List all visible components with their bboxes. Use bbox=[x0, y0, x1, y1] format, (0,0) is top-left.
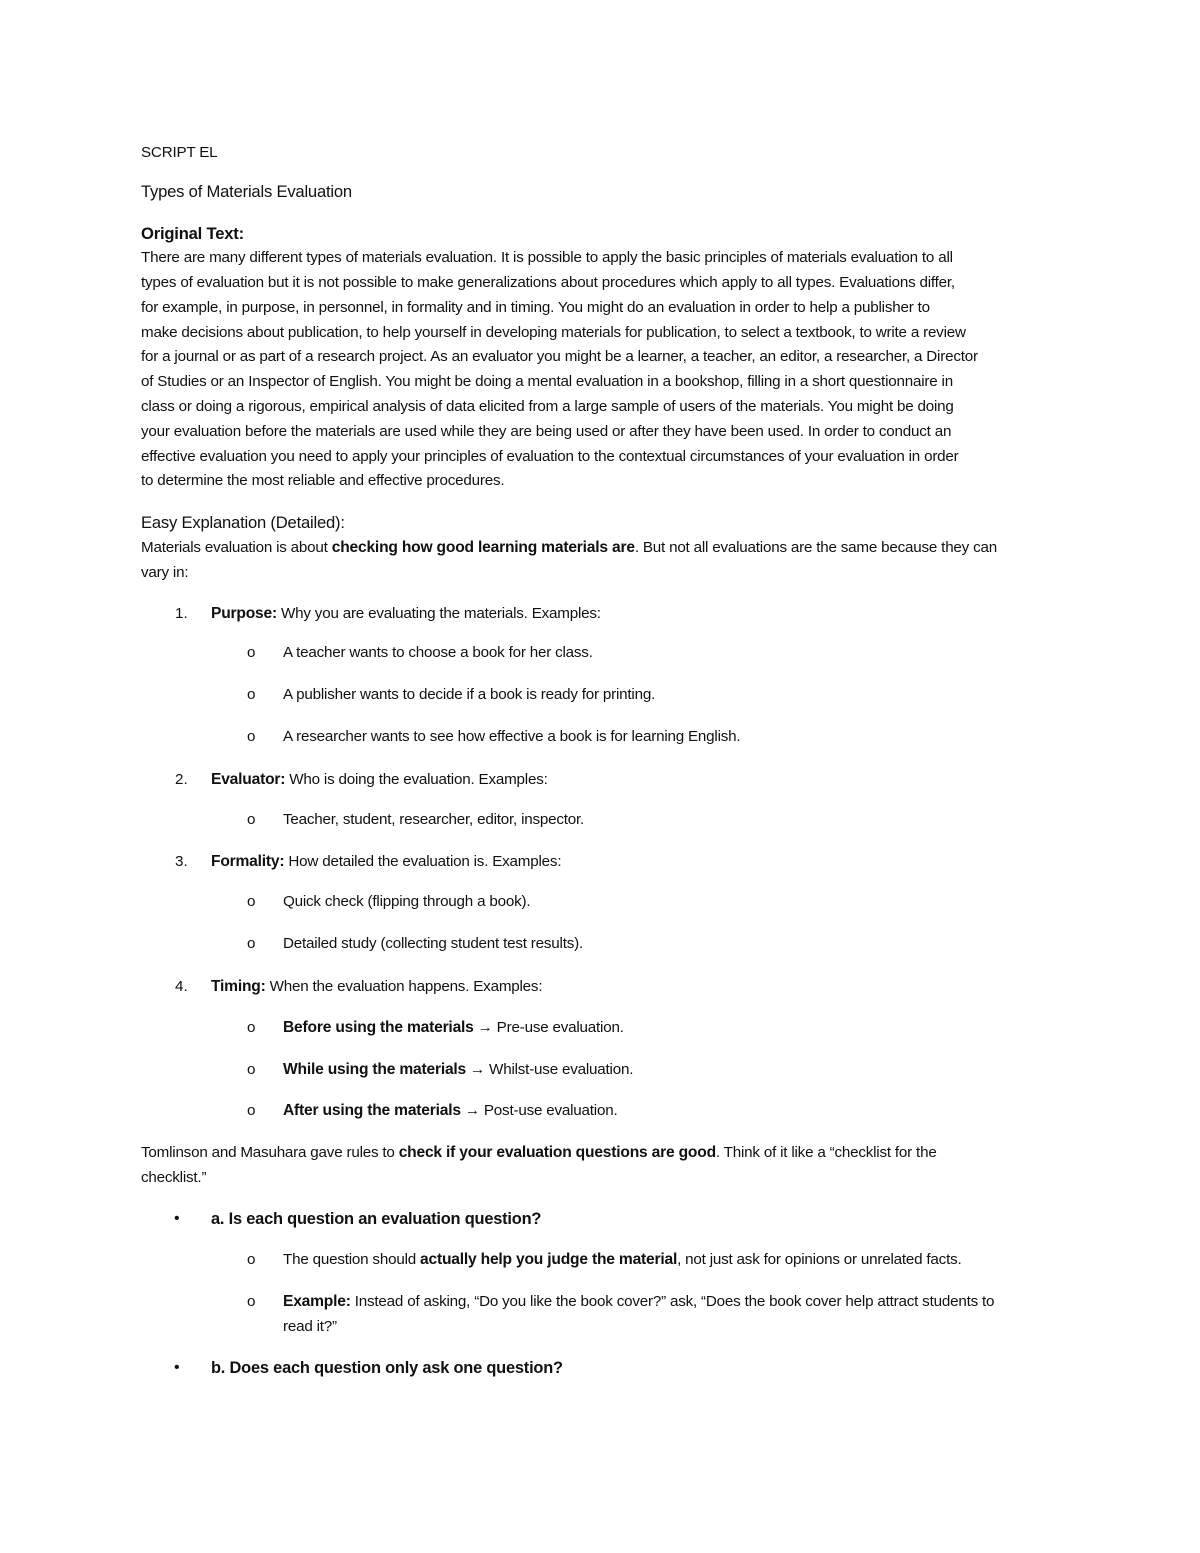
original-text-line: class or doing a rigorous, empirical analysis of data elicited from a large sample of users of the materials. You might be doing bbox=[141, 398, 954, 415]
sub-bullet-marker: o bbox=[247, 893, 256, 910]
sub-list-item: Quick check (flipping through a book). bbox=[283, 893, 531, 910]
sub-bullet-marker: o bbox=[247, 644, 256, 661]
list-number: 4. bbox=[175, 978, 188, 995]
sub-list-item: A teacher wants to choose a book for her class. bbox=[283, 644, 593, 661]
list-number: 3. bbox=[175, 853, 188, 870]
sub-bullet-marker: o bbox=[247, 686, 256, 703]
page-title: Types of Materials Evaluation bbox=[141, 182, 352, 201]
question-item-a: a. Is each question an evaluation question? bbox=[211, 1210, 542, 1228]
sub-list-item: A publisher wants to decide if a book is ready for printing. bbox=[283, 686, 656, 703]
easy-explanation-intro: Materials evaluation is about checking how good learning materials are. But not all evaluations are the same because they can bbox=[141, 539, 997, 556]
sub-list-item-continuation: read it?” bbox=[283, 1318, 337, 1335]
original-text-line: types of evaluation but it is not possible to make generalizations about procedures which apply to all types. Evaluations differ, bbox=[141, 274, 955, 291]
sub-list-item: Detailed study (collecting student test results). bbox=[283, 935, 584, 952]
sub-list-item: Example: Instead of asking, “Do you like the book cover?” ask, “Does the book cover help attract students to bbox=[283, 1293, 995, 1310]
list-item-purpose: Purpose: Why you are evaluating the materials. Examples: bbox=[211, 605, 601, 622]
sub-bullet-marker: o bbox=[247, 728, 256, 745]
original-text-line: make decisions about publication, to help yourself in developing materials for publication, to select a textbook, to write a review bbox=[141, 324, 966, 341]
list-number: 2. bbox=[175, 771, 188, 788]
sub-bullet-marker: o bbox=[247, 1251, 256, 1268]
bullet-marker: • bbox=[174, 1210, 180, 1227]
easy-explanation-intro-line2: vary in: bbox=[141, 564, 189, 581]
sub-list-item: After using the materials → Post-use evaluation. bbox=[283, 1102, 618, 1119]
sub-list-item: While using the materials → Whilst-use evaluation. bbox=[283, 1061, 634, 1078]
sub-bullet-marker: o bbox=[247, 1019, 256, 1036]
original-text-line: for a journal or as part of a research project. As an evaluator you might be a learner, a teacher, an editor, a researcher, a Director bbox=[141, 348, 978, 365]
sub-list-item: A researcher wants to see how effective a book is for learning English. bbox=[283, 728, 741, 745]
sub-bullet-marker: o bbox=[247, 1293, 256, 1310]
sub-bullet-marker: o bbox=[247, 935, 256, 952]
original-text-line: for example, in purpose, in personnel, in formality and in timing. You might do an evaluation in order to help a publisher to bbox=[141, 299, 930, 316]
original-text-line: effective evaluation you need to apply your principles of evaluation to the contextual circumstances of your evaluation in order bbox=[141, 448, 959, 465]
script-label: SCRIPT EL bbox=[141, 144, 218, 161]
question-item-b: b. Does each question only ask one question? bbox=[211, 1359, 563, 1377]
sub-list-item: Teacher, student, researcher, editor, inspector. bbox=[283, 811, 585, 828]
tomlinson-paragraph-line2: checklist.” bbox=[141, 1169, 207, 1186]
original-text-line: to determine the most reliable and effective procedures. bbox=[141, 472, 505, 489]
sub-bullet-marker: o bbox=[247, 1061, 256, 1078]
sub-list-item: The question should actually help you judge the material, not just ask for opinions or unrelated facts. bbox=[283, 1251, 962, 1268]
list-item-evaluator: Evaluator: Who is doing the evaluation. Examples: bbox=[211, 771, 548, 788]
original-text-line: of Studies or an Inspector of English. You might be doing a mental evaluation in a bookshop, filling in a short questionnaire in bbox=[141, 373, 953, 390]
easy-explanation-heading: Easy Explanation (Detailed): bbox=[141, 513, 345, 532]
tomlinson-paragraph: Tomlinson and Masuhara gave rules to check if your evaluation questions are good. Think of it like a “checklist for the bbox=[141, 1144, 937, 1161]
original-text-line: There are many different types of materials evaluation. It is possible to apply the basic principles of materials evaluation to all bbox=[141, 249, 953, 266]
list-item-formality: Formality: How detailed the evaluation is. Examples: bbox=[211, 853, 562, 870]
list-item-timing: Timing: When the evaluation happens. Examples: bbox=[211, 978, 543, 995]
original-text-line: your evaluation before the materials are used while they are being used or after they have been used. In order to conduct an bbox=[141, 423, 952, 440]
original-text-heading: Original Text: bbox=[141, 224, 244, 243]
sub-list-item: Before using the materials → Pre-use evaluation. bbox=[283, 1019, 624, 1036]
sub-bullet-marker: o bbox=[247, 811, 256, 828]
bullet-marker: • bbox=[174, 1359, 180, 1376]
list-number: 1. bbox=[175, 605, 188, 622]
sub-bullet-marker: o bbox=[247, 1102, 256, 1119]
